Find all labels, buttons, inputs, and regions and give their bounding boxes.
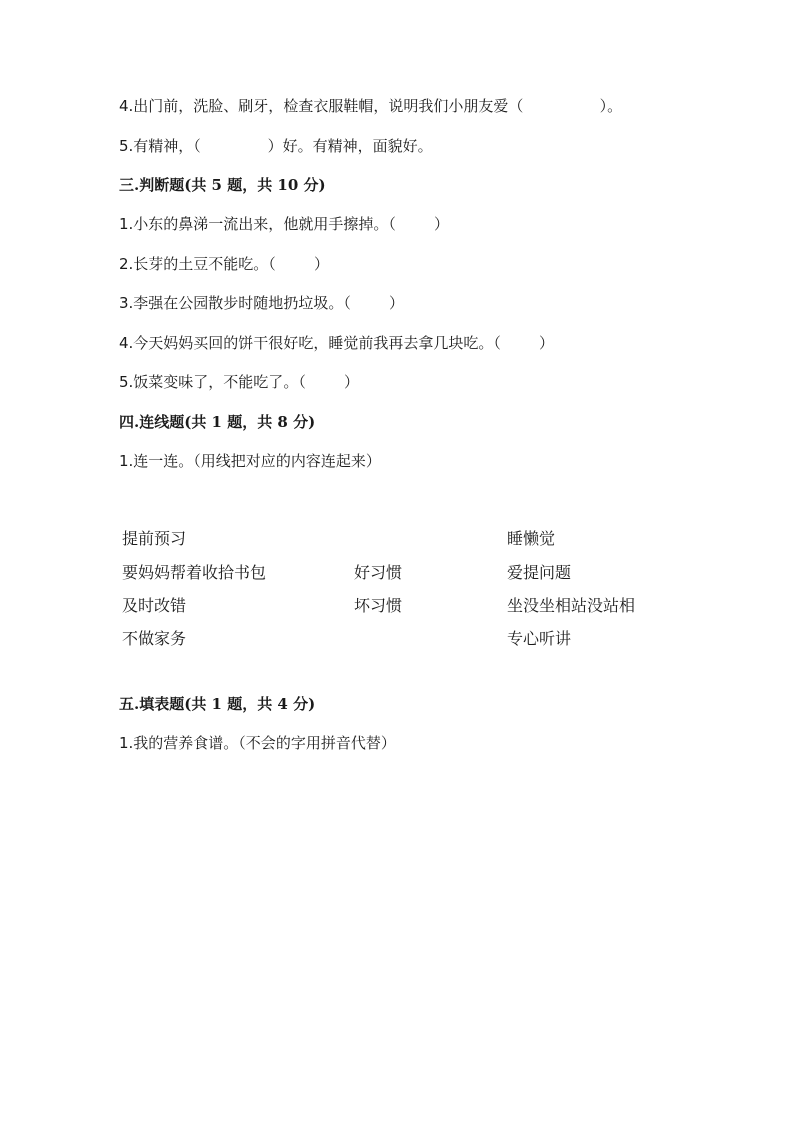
matching-left-item: 及时改错 xyxy=(122,596,187,615)
judge-item-3: 3.李强在公园散步时随地扔垃圾。（ ） xyxy=(119,294,404,312)
section-4-heading: 四.连线题(共 1 题，共 8 分) xyxy=(119,413,316,431)
matching-question: 1.连一连。（用线把对应的内容连起来） xyxy=(119,452,381,470)
table-question: 1.我的营养食谱。（不会的字用拼音代替） xyxy=(119,734,396,752)
matching-right-item: 专心听讲 xyxy=(507,629,572,648)
matching-left-item: 不做家务 xyxy=(122,629,187,648)
matching-right-item: 睡懒觉 xyxy=(507,529,556,548)
fill-item-4: 4.出门前，洗脸、刷牙，检查衣服鞋帽，说明我们小朋友爱（ ）。 xyxy=(119,97,623,115)
matching-right-item: 坐没坐相站没站相 xyxy=(507,596,636,615)
judge-item-5: 5.饭菜变味了，不能吃了。（ ） xyxy=(119,373,359,391)
section-3-heading: 三.判断题(共 5 题，共 10 分) xyxy=(119,176,326,194)
matching-right-item: 爱提问题 xyxy=(507,563,572,582)
judge-item-1: 1.小东的鼻涕一流出来，他就用手擦掉。（ ） xyxy=(119,215,449,233)
matching-middle-item: 好习惯 xyxy=(354,563,403,582)
matching-left-item: 提前预习 xyxy=(122,529,187,548)
fill-item-5: 5.有精神，（ ）好。有精神，面貌好。 xyxy=(119,137,433,155)
judge-item-2: 2.长芽的土豆不能吃。（ ） xyxy=(119,255,329,273)
matching-left-item: 要妈妈帮着收拾书包 xyxy=(122,563,267,582)
section-5-heading: 五.填表题(共 1 题，共 4 分) xyxy=(119,695,316,713)
matching-middle-item: 坏习惯 xyxy=(354,596,403,615)
judge-item-4: 4.今天妈妈买回的饼干很好吃，睡觉前我再去拿几块吃。（ ） xyxy=(119,334,554,352)
